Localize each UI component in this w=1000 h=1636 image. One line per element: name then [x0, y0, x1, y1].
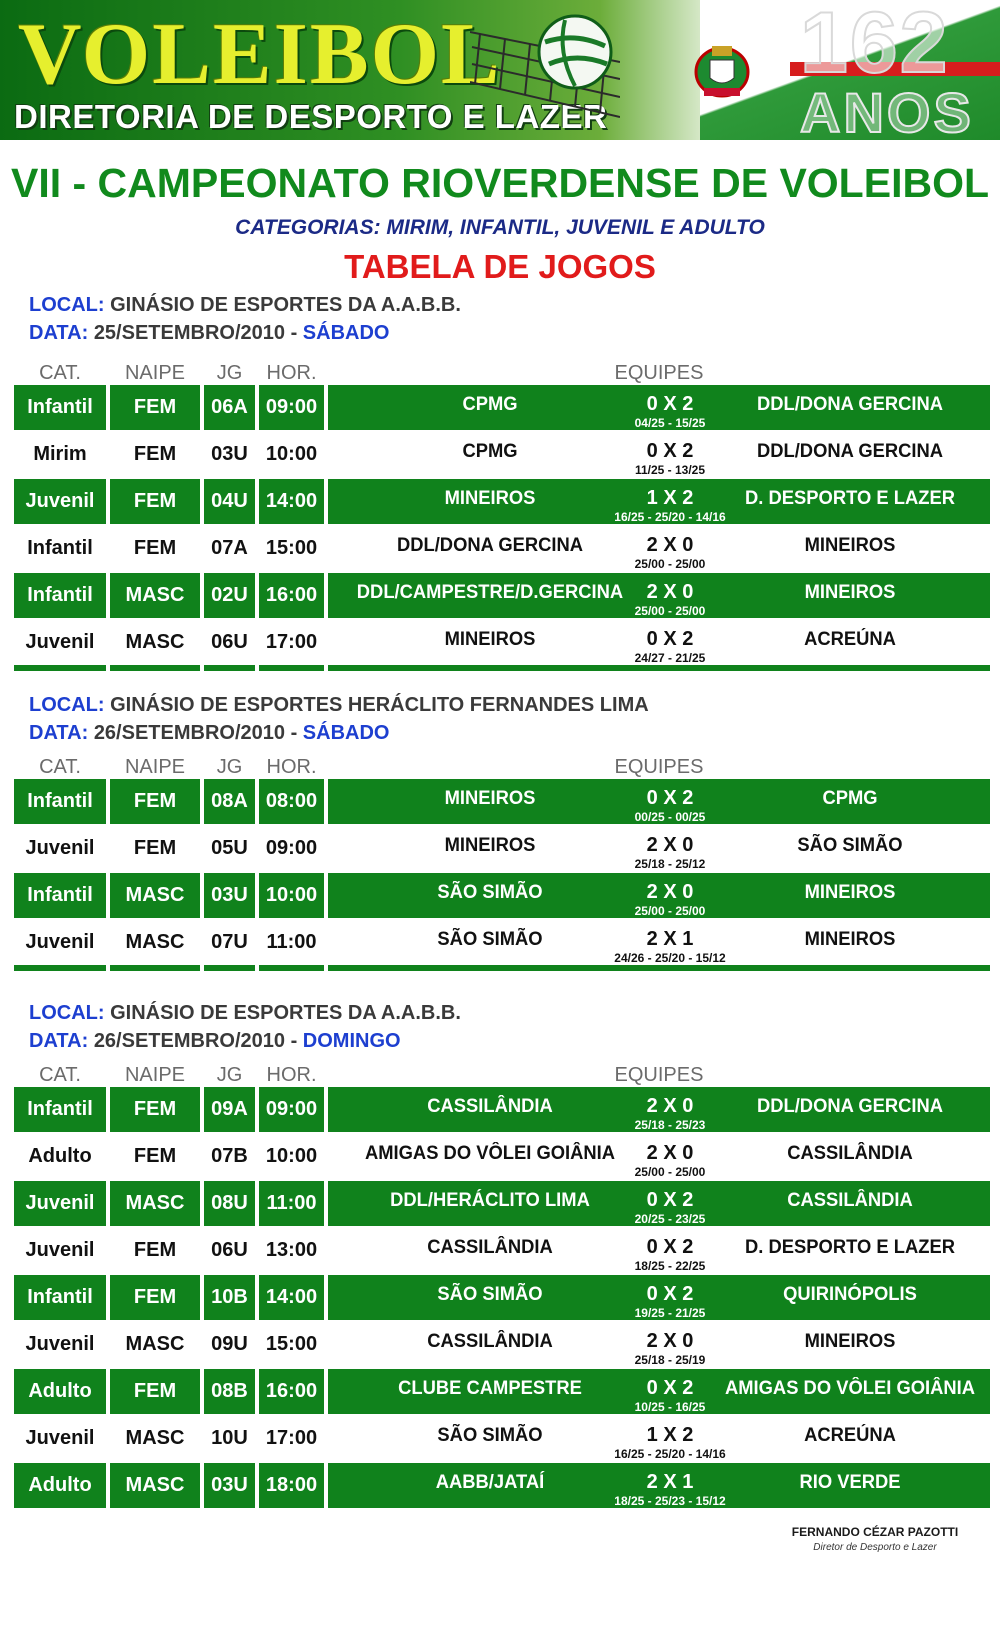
category-cell: Infantil	[14, 1087, 106, 1132]
set-scores: 04/25 - 15/25	[634, 416, 706, 430]
gender-cell: FEM	[110, 1275, 200, 1320]
category-cell: Juvenil	[25, 837, 95, 859]
set-scores: 16/25 - 25/20 - 14/16	[614, 1447, 726, 1461]
category-cell: Juvenil	[25, 1427, 95, 1449]
away-team: DDL/DONA GERCINA	[756, 1096, 944, 1117]
category-cell: Infantil	[14, 573, 106, 618]
game-row	[0, 620, 1000, 667]
game-code-cell: 09U	[211, 1333, 248, 1355]
away-team: D. DESPORTO E LAZER	[745, 488, 955, 509]
category-cell: Adulto	[28, 1145, 92, 1167]
set-scores: 25/00 - 25/00	[634, 604, 706, 618]
home-team: AMIGAS DO VÔLEI GOIÂNIA	[364, 1143, 616, 1164]
game-row	[0, 1087, 1000, 1134]
game-code-cell: 02U	[204, 573, 255, 618]
anniversary-number: 162	[800, 0, 950, 91]
gender-cell: FEM	[133, 443, 177, 465]
match-score: 2 X 0	[646, 1142, 694, 1164]
date-value: 26/SETEMBRO/2010	[93, 722, 286, 744]
time-cell: 10:00	[265, 1145, 318, 1167]
home-team: SÃO SIMÃO	[437, 929, 543, 950]
table-bottom-bar	[259, 665, 324, 671]
weekday: DOMINGO	[302, 1030, 401, 1052]
match-score: 2 X 1	[646, 1471, 694, 1493]
game-code-cell: 06A	[204, 385, 255, 430]
set-scores: 25/00 - 25/00	[634, 1165, 706, 1179]
home-team: CPMG	[462, 394, 518, 415]
set-scores: 11/25 - 13/25	[634, 463, 706, 477]
game-code-cell: 08U	[204, 1181, 255, 1226]
category-cell: Juvenil	[25, 931, 95, 953]
game-row	[0, 573, 1000, 620]
set-scores: 16/25 - 25/20 - 14/16	[614, 510, 726, 524]
table-bottom-bar	[204, 965, 255, 971]
time-cell: 13:00	[265, 1239, 318, 1261]
column-header-naipe: NAIPE	[124, 756, 186, 778]
column-header-hor: HOR.	[266, 1064, 317, 1086]
home-team: SÃO SIMÃO	[437, 1284, 543, 1305]
gender-cell: MASC	[110, 873, 200, 918]
gender-cell: MASC	[125, 631, 185, 653]
match-score: 0 X 2	[646, 393, 694, 415]
set-scores: 24/27 - 21/25	[634, 651, 706, 665]
match-score: 2 X 0	[646, 834, 694, 856]
set-scores: 19/25 - 21/25	[634, 1306, 706, 1320]
category-cell: Juvenil	[25, 1333, 95, 1355]
table-bottom-bar	[259, 965, 324, 971]
home-team: CASSILÂNDIA	[427, 1331, 553, 1352]
weekday: SÁBADO	[302, 322, 390, 344]
away-team: CASSILÂNDIA	[787, 1190, 913, 1211]
table-bottom-bar	[110, 665, 200, 671]
home-team: MINEIROS	[444, 629, 536, 650]
away-team: QUIRINÓPOLIS	[783, 1284, 917, 1305]
column-header-naipe: NAIPE	[124, 1064, 186, 1086]
match-score: 2 X 0	[646, 581, 694, 603]
time-cell: 17:00	[265, 631, 318, 653]
game-code-cell: 07B	[211, 1145, 248, 1167]
category-cell: Infantil	[14, 779, 106, 824]
gender-cell: FEM	[110, 779, 200, 824]
home-team: AABB/JATAÍ	[435, 1472, 545, 1493]
time-cell: 08:00	[259, 779, 324, 824]
column-header-hor: HOR.	[266, 362, 317, 384]
banner-subtitle: DIRETORIA DE DESPORTO E LAZER	[14, 98, 608, 135]
away-team: DDL/DONA GERCINA	[756, 441, 944, 462]
set-scores: 25/00 - 25/00	[634, 557, 706, 571]
column-header-jg: JG	[216, 756, 243, 778]
away-team: MINEIROS	[804, 582, 896, 603]
away-team: ACREÚNA	[804, 629, 896, 650]
game-row	[0, 1228, 1000, 1275]
gender-cell: FEM	[110, 1087, 200, 1132]
home-team: DDL/CAMPESTRE/D.GERCINA	[356, 582, 624, 603]
match-score: 2 X 0	[646, 1330, 694, 1352]
schedule-section	[0, 292, 1000, 684]
date-value: 26/SETEMBRO/2010	[93, 1030, 286, 1052]
set-scores: 24/26 - 25/20 - 15/12	[614, 951, 726, 965]
set-scores: 20/25 - 23/25	[634, 1212, 706, 1226]
gender-cell: FEM	[133, 837, 177, 859]
home-team: SÃO SIMÃO	[437, 882, 543, 903]
gender-cell: MASC	[110, 1181, 200, 1226]
column-header-equipes: EQUIPES	[614, 756, 704, 778]
game-code-cell: 10U	[211, 1427, 248, 1449]
signature-name: FERNANDO CÉZAR PAZOTTI	[791, 1525, 959, 1539]
away-team: MINEIROS	[804, 535, 896, 556]
game-row	[0, 526, 1000, 573]
venue-line	[29, 1002, 461, 1025]
game-code-cell: 08A	[204, 779, 255, 824]
column-header-equipes: EQUIPES	[614, 362, 704, 384]
game-code-cell: 10B	[204, 1275, 255, 1320]
gender-cell: FEM	[133, 537, 177, 559]
match-score: 2 X 0	[646, 881, 694, 903]
match-score: 0 X 2	[646, 1236, 694, 1258]
home-team: MINEIROS	[444, 488, 536, 509]
away-team: AMIGAS DO VÔLEI GOIÂNIA	[724, 1378, 976, 1399]
date-line: DATA: 25/SETEMBRO/2010 - SÁBADO	[29, 322, 390, 344]
game-row	[0, 1275, 1000, 1322]
match-score: 2 X 1	[646, 928, 694, 950]
game-row	[0, 873, 1000, 920]
away-team: CPMG	[822, 788, 878, 809]
category-cell: Mirim	[33, 443, 87, 465]
time-cell: 16:00	[259, 1369, 324, 1414]
match-score: 2 X 0	[646, 1095, 694, 1117]
game-code-cell: 07U	[211, 931, 248, 953]
venue-line	[29, 694, 649, 717]
away-team: D. DESPORTO E LAZER	[745, 1237, 955, 1258]
away-team: MINEIROS	[804, 882, 896, 903]
table-bottom-bar	[328, 965, 990, 971]
time-cell: 10:00	[265, 443, 318, 465]
gender-cell: FEM	[110, 1369, 200, 1414]
date-line: DATA: 26/SETEMBRO/2010 - SÁBADO	[29, 722, 390, 744]
schedule-section	[0, 692, 1000, 990]
set-scores: 00/25 - 00/25	[634, 810, 706, 824]
away-team: SÃO SIMÃO	[797, 835, 903, 856]
away-team: MINEIROS	[804, 929, 896, 950]
banner-title: VOLEIBOL	[18, 6, 502, 103]
gender-cell: MASC	[110, 573, 200, 618]
away-team: RIO VERDE	[799, 1472, 901, 1493]
category-cell: Infantil	[14, 385, 106, 430]
schedule-section	[0, 1000, 1000, 1533]
game-row	[0, 1134, 1000, 1181]
column-header-jg: JG	[216, 1064, 243, 1086]
game-code-cell: 04U	[204, 479, 255, 524]
game-row	[0, 1369, 1000, 1416]
date-label: DATA:	[29, 722, 89, 744]
championship-title: VII - CAMPEONATO RIOVERDENSE DE VOLEIBOL	[10, 160, 990, 206]
match-score: 0 X 2	[646, 440, 694, 462]
set-scores: 25/18 - 25/19	[634, 1353, 706, 1367]
table-bottom-bar	[14, 665, 106, 671]
game-row	[0, 385, 1000, 432]
gender-cell: MASC	[125, 1427, 185, 1449]
home-team: CPMG	[462, 441, 518, 462]
category-cell: Infantil	[27, 537, 93, 559]
category-cell: Adulto	[14, 1463, 106, 1508]
category-cell: Infantil	[14, 1275, 106, 1320]
home-team: CASSILÂNDIA	[427, 1237, 553, 1258]
time-cell: 18:00	[259, 1463, 324, 1508]
game-row	[0, 1463, 1000, 1510]
table-bottom-bar	[328, 665, 990, 671]
game-row	[0, 1416, 1000, 1463]
venue-name: GINÁSIO DE ESPORTES DA A.A.B.B.	[110, 294, 461, 316]
date-label: DATA:	[29, 322, 89, 344]
away-team: MINEIROS	[804, 1331, 896, 1352]
column-header-cat: CAT.	[39, 362, 81, 384]
match-score: 2 X 0	[646, 534, 694, 556]
game-row	[0, 920, 1000, 967]
column-header-equipes: EQUIPES	[614, 1064, 704, 1086]
game-code-cell: 05U	[211, 837, 248, 859]
column-header-hor: HOR.	[266, 756, 317, 778]
gender-cell: FEM	[133, 1239, 177, 1261]
home-team: MINEIROS	[444, 835, 536, 856]
column-header-jg: JG	[216, 362, 243, 384]
anniversary-word: ANOS	[800, 81, 974, 140]
city-crest-icon	[690, 38, 754, 100]
schedule-title: TABELA DE JOGOS	[344, 248, 656, 285]
set-scores: 25/18 - 25/23	[634, 1118, 706, 1132]
gender-cell: FEM	[110, 479, 200, 524]
date-value: 25/SETEMBRO/2010	[93, 322, 286, 344]
gender-cell: FEM	[110, 385, 200, 430]
categories-subtitle: CATEGORIAS: MIRIM, INFANTIL, JUVENIL E ADULTO	[235, 216, 765, 239]
venue-name: GINÁSIO DE ESPORTES HERÁCLITO FERNANDES LIMA	[110, 694, 649, 716]
venue-label: LOCAL:	[29, 694, 105, 716]
gender-cell: FEM	[133, 1145, 177, 1167]
time-cell: 16:00	[259, 573, 324, 618]
volleyball-icon	[535, 12, 615, 92]
gender-cell: MASC	[110, 1463, 200, 1508]
category-cell: Juvenil	[14, 479, 106, 524]
game-row	[0, 1181, 1000, 1228]
game-code-cell: 09A	[204, 1087, 255, 1132]
home-team: DDL/HERÁCLITO LIMA	[390, 1190, 590, 1211]
time-cell: 10:00	[259, 873, 324, 918]
time-cell: 11:00	[266, 931, 317, 953]
match-score: 1 X 2	[646, 487, 694, 509]
game-code-cell: 03U	[211, 443, 248, 465]
game-code-cell: 06U	[211, 1239, 248, 1261]
time-cell: 09:00	[259, 1087, 324, 1132]
game-code-cell: 06U	[211, 631, 248, 653]
game-code-cell: 08B	[204, 1369, 255, 1414]
time-cell: 11:00	[259, 1181, 324, 1226]
venue-label: LOCAL:	[29, 1002, 105, 1024]
match-score: 0 X 2	[646, 628, 694, 650]
game-code-cell: 03U	[204, 1463, 255, 1508]
home-team: CLUBE CAMPESTRE	[398, 1378, 582, 1399]
set-scores: 18/25 - 22/25	[634, 1259, 706, 1273]
away-team: ACREÚNA	[804, 1425, 896, 1446]
away-team: CASSILÂNDIA	[787, 1143, 913, 1164]
weekday: SÁBADO	[302, 722, 390, 744]
date-label: DATA:	[29, 1030, 89, 1052]
set-scores: 25/18 - 25/12	[634, 857, 706, 871]
category-cell: Juvenil	[25, 631, 95, 653]
game-code-cell: 07A	[211, 537, 248, 559]
venue-name: GINÁSIO DE ESPORTES DA A.A.B.B.	[110, 1002, 461, 1024]
set-scores: 10/25 - 16/25	[634, 1400, 706, 1414]
table-bottom-bar	[14, 965, 106, 971]
game-row	[0, 479, 1000, 526]
time-cell: 15:00	[265, 1333, 318, 1355]
time-cell: 14:00	[259, 479, 324, 524]
game-row	[0, 826, 1000, 873]
category-cell: Adulto	[14, 1369, 106, 1414]
match-score: 0 X 2	[646, 1283, 694, 1305]
gender-cell: MASC	[125, 1333, 185, 1355]
gender-cell: MASC	[125, 931, 185, 953]
match-score: 0 X 2	[646, 1377, 694, 1399]
column-header-naipe: NAIPE	[124, 362, 186, 384]
home-team: CASSILÂNDIA	[427, 1096, 553, 1117]
category-cell: Juvenil	[25, 1239, 95, 1261]
game-row	[0, 1322, 1000, 1369]
header-banner	[0, 0, 1000, 140]
set-scores: 18/25 - 25/23 - 15/12	[614, 1494, 726, 1508]
match-score: 0 X 2	[646, 787, 694, 809]
date-line: DATA: 26/SETEMBRO/2010 - DOMINGO	[29, 1030, 401, 1052]
venue-line	[29, 294, 461, 317]
signature-role: Diretor de Desporto e Lazer	[813, 1542, 937, 1553]
time-cell: 09:00	[265, 837, 318, 859]
home-team: SÃO SIMÃO	[437, 1425, 543, 1446]
column-header-cat: CAT.	[39, 756, 81, 778]
time-cell: 14:00	[259, 1275, 324, 1320]
match-score: 0 X 2	[646, 1189, 694, 1211]
home-team: DDL/DONA GERCINA	[396, 535, 584, 556]
time-cell: 15:00	[265, 537, 318, 559]
venue-label: LOCAL:	[29, 294, 105, 316]
category-cell: Infantil	[14, 873, 106, 918]
home-team: MINEIROS	[444, 788, 536, 809]
set-scores: 25/00 - 25/00	[634, 904, 706, 918]
column-header-cat: CAT.	[39, 1064, 81, 1086]
table-bottom-bar	[204, 665, 255, 671]
game-row	[0, 779, 1000, 826]
category-cell: Juvenil	[14, 1181, 106, 1226]
away-team: DDL/DONA GERCINA	[756, 394, 944, 415]
match-score: 1 X 2	[646, 1424, 694, 1446]
time-cell: 09:00	[259, 385, 324, 430]
game-row	[0, 432, 1000, 479]
table-bottom-bar	[110, 965, 200, 971]
game-code-cell: 03U	[204, 873, 255, 918]
time-cell: 17:00	[265, 1427, 318, 1449]
